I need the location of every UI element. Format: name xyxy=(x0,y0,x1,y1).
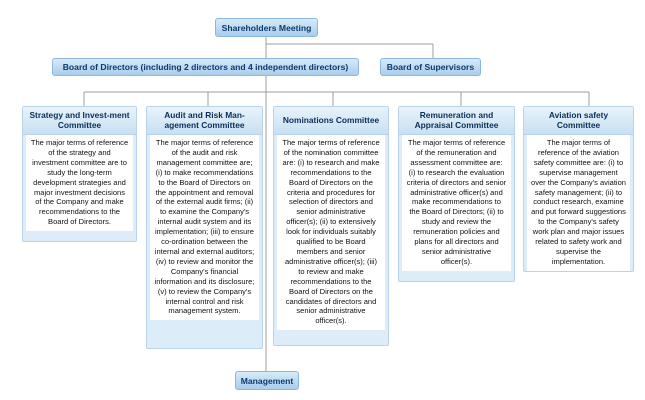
committee-title: Audit and Risk Man-agement Committee xyxy=(147,107,262,135)
committee-title: Strategy and Invest-ment Committee xyxy=(23,107,136,135)
committee-description: The major terms of reference of the audit and risk management committee are; (i) to make recommendations to the Board of Directors on the appointment and removal of the external audit firms; (ii) to examine the Company's internal audit system and its implementation; (iii) to ensure co-ordination between the internal and external auditors; (iv) to review and monitor the Company's financial information and its disclosure; (v) to review the Company's internal control and risk management system. xyxy=(150,135,259,320)
board-of-supervisors-label: Board of Supervisors xyxy=(386,62,475,72)
committee-aviation-safety[interactable] xyxy=(523,106,634,272)
committee-title: Remuneration and Appraisal Committee xyxy=(399,107,514,135)
committee-audit-risk[interactable] xyxy=(146,106,263,349)
committee-title: Nominations Committee xyxy=(274,107,388,135)
management-node[interactable] xyxy=(235,371,299,390)
board-of-directors-label: Board of Directors (including 2 directors and 4 independent directors) xyxy=(62,62,349,72)
board-of-supervisors-node[interactable] xyxy=(380,58,481,76)
management-label: Management xyxy=(240,375,294,386)
committee-description: The major terms of reference of the nomination committee are: (i) to research and make recommendations to the Board of Directors on the criteria and procedures for selection of directors and senior administrative officer(s); (ii) to extensively look for individuals suitably qualified to be Board members and senior administrative officer(s); (iii) to review and make recommendations to the Board of Directors on the candidates of directors and senior administrative officer(s). xyxy=(277,135,385,330)
board-of-directors-node[interactable] xyxy=(52,58,359,76)
committee-description: The major terms of reference of the remuneration and assessment committee are: (i) to research the evaluation criteria of directors and senior administrative officer(s) and make recommendations to the Board of Directors; (ii) to study and review the remuneration policies and plans for all directors and senior administrative officer(s). xyxy=(402,135,511,271)
committee-description: The major terms of reference of the aviation safety committee are: (i) to supervise management over the Company's aviation safety management; (ii) to conduct research, examine and put forward suggestions to the Company's safety work plan and major issues related to safety work and supervise the implementation. xyxy=(527,135,630,271)
shareholders-meeting-label: Shareholders Meeting xyxy=(221,22,312,33)
committee-remuneration-appraisal[interactable] xyxy=(398,106,515,282)
shareholders-meeting-node[interactable] xyxy=(215,18,318,37)
committee-nominations[interactable] xyxy=(273,106,389,346)
committee-title: Aviation safety Committee xyxy=(524,107,633,135)
committee-strategy-investment[interactable] xyxy=(22,106,137,242)
committee-description: The major terms of reference of the strategy and investment committee are to study the long-term development strategies and major investment decisions of the Company and make recommendations to the Board of Directors. xyxy=(26,135,133,231)
